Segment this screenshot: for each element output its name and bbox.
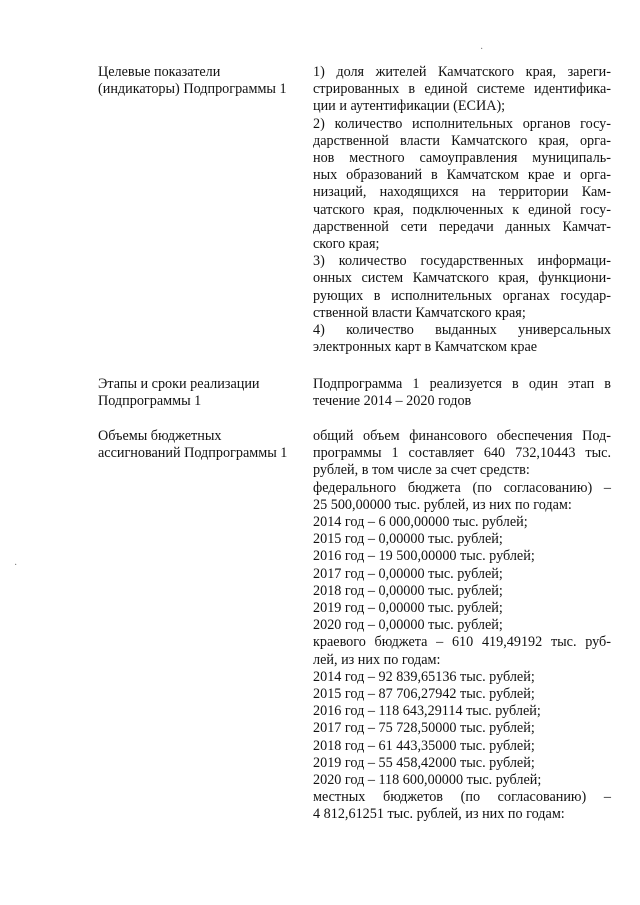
text-line: дарственной власти Камчатского края, орга-	[313, 132, 611, 149]
label-line: Этапы и сроки реализации	[98, 376, 260, 392]
text-line: нов местного самоуправления муниципаль-	[313, 150, 611, 167]
text-line: ского края;	[313, 236, 380, 253]
text-line: 2017 год – 75 728,50000 тыс. рублей;	[313, 720, 535, 737]
indicator-item-3	[313, 253, 611, 322]
budget-label	[98, 428, 308, 462]
target-indicators-value	[313, 64, 611, 356]
text-line: 2017 год – 0,00000 тыс. рублей;	[313, 565, 503, 582]
stages-value	[313, 376, 611, 410]
text-line: течение 2014 – 2020 годов	[313, 393, 472, 410]
text-line: 2020 год – 118 600,00000 тыс. рублей;	[313, 772, 542, 789]
text-line: лей, из них по годам:	[313, 651, 441, 668]
text-line: 2015 год – 0,00000 тыс. рублей;	[313, 531, 503, 548]
text-line: 1) доля жителей Камчатского края, зареги-	[313, 64, 611, 80]
text-line: 2015 год – 87 706,27942 тыс. рублей;	[313, 686, 535, 703]
budget-value	[313, 428, 611, 824]
text-line: Подпрограмма 1 реализуется в один этап в	[313, 376, 611, 392]
text-line: краевого бюджета – 610 419,49192 тыс. руб-	[313, 634, 611, 651]
target-indicators-label	[98, 64, 308, 98]
text-line: ных образований в Камчатском крае и орга-	[313, 167, 611, 184]
text-line: 2019 год – 55 458,42000 тыс. рублей;	[313, 754, 535, 771]
text-line: электронных карт в Камчатском крае	[313, 339, 538, 356]
scan-speck: ·	[480, 44, 484, 55]
indicator-item-1	[313, 64, 611, 116]
text-line: 2014 год – 92 839,65136 тыс. рублей;	[313, 668, 535, 685]
text-line: ции и аутентификации (ЕСИА);	[313, 98, 506, 115]
text-line: 4) количество выданных универсальных	[313, 322, 611, 339]
label-line: Целевые показатели	[98, 64, 221, 80]
text-line: онных систем Камчатского края, функциони-	[313, 270, 611, 287]
text-line: 2018 год – 0,00000 тыс. рублей;	[313, 582, 503, 599]
text-line: 25 500,00000 тыс. рублей, из них по годам:	[313, 496, 572, 513]
indicator-item-4	[313, 322, 611, 356]
scan-speck: ·	[14, 560, 18, 571]
label-line: (индикаторы) Подпрограммы 1	[98, 81, 287, 98]
text-line: стрированных в единой системе идентифика-	[313, 81, 611, 98]
text-line: 2020 год – 0,00000 тыс. рублей;	[313, 617, 503, 634]
text-line: программы 1 составляет 640 732,10443 тыс.	[313, 445, 611, 462]
text-line: 2) количество исполнительных органов госу-	[313, 115, 611, 132]
text-line: 3) количество государственных информаци-	[313, 253, 611, 270]
label-line: Подпрограммы 1	[98, 393, 202, 410]
text-line: 2019 год – 0,00000 тыс. рублей;	[313, 600, 503, 617]
text-line: 4 812,61251 тыс. рублей, из них по годам:	[313, 806, 565, 823]
text-line: дарственной сети передачи данных Камчат-	[313, 218, 611, 235]
stages-label	[98, 376, 308, 410]
text-line: общий объем финансового обеспечения Под-	[313, 428, 611, 444]
text-line: местных бюджетов (по согласованию) –	[313, 789, 611, 806]
text-line: 2016 год – 118 643,29114 тыс. рублей;	[313, 703, 541, 720]
text-line: 2016 год – 19 500,00000 тыс. рублей;	[313, 548, 535, 565]
text-line: 2014 год – 6 000,00000 тыс. рублей;	[313, 514, 528, 531]
indicator-item-2	[313, 116, 611, 254]
text-line: 2018 год – 61 443,35000 тыс. рублей;	[313, 737, 535, 754]
text-line: рублей, в том числе за счет средств:	[313, 462, 530, 479]
text-line: низаций, находящихся на территории Кам-	[313, 184, 611, 201]
label-line: Объемы бюджетных	[98, 428, 222, 444]
text-line: чатского края, подключенных к единой госу-	[313, 201, 611, 218]
label-line: ассигнований Подпрограммы 1	[98, 445, 288, 462]
text-line: федерального бюджета (по согласованию) –	[313, 479, 611, 496]
text-line: ственной власти Камчатского края;	[313, 304, 526, 321]
text-line: рующих в исполнительных органах государ-	[313, 287, 611, 304]
